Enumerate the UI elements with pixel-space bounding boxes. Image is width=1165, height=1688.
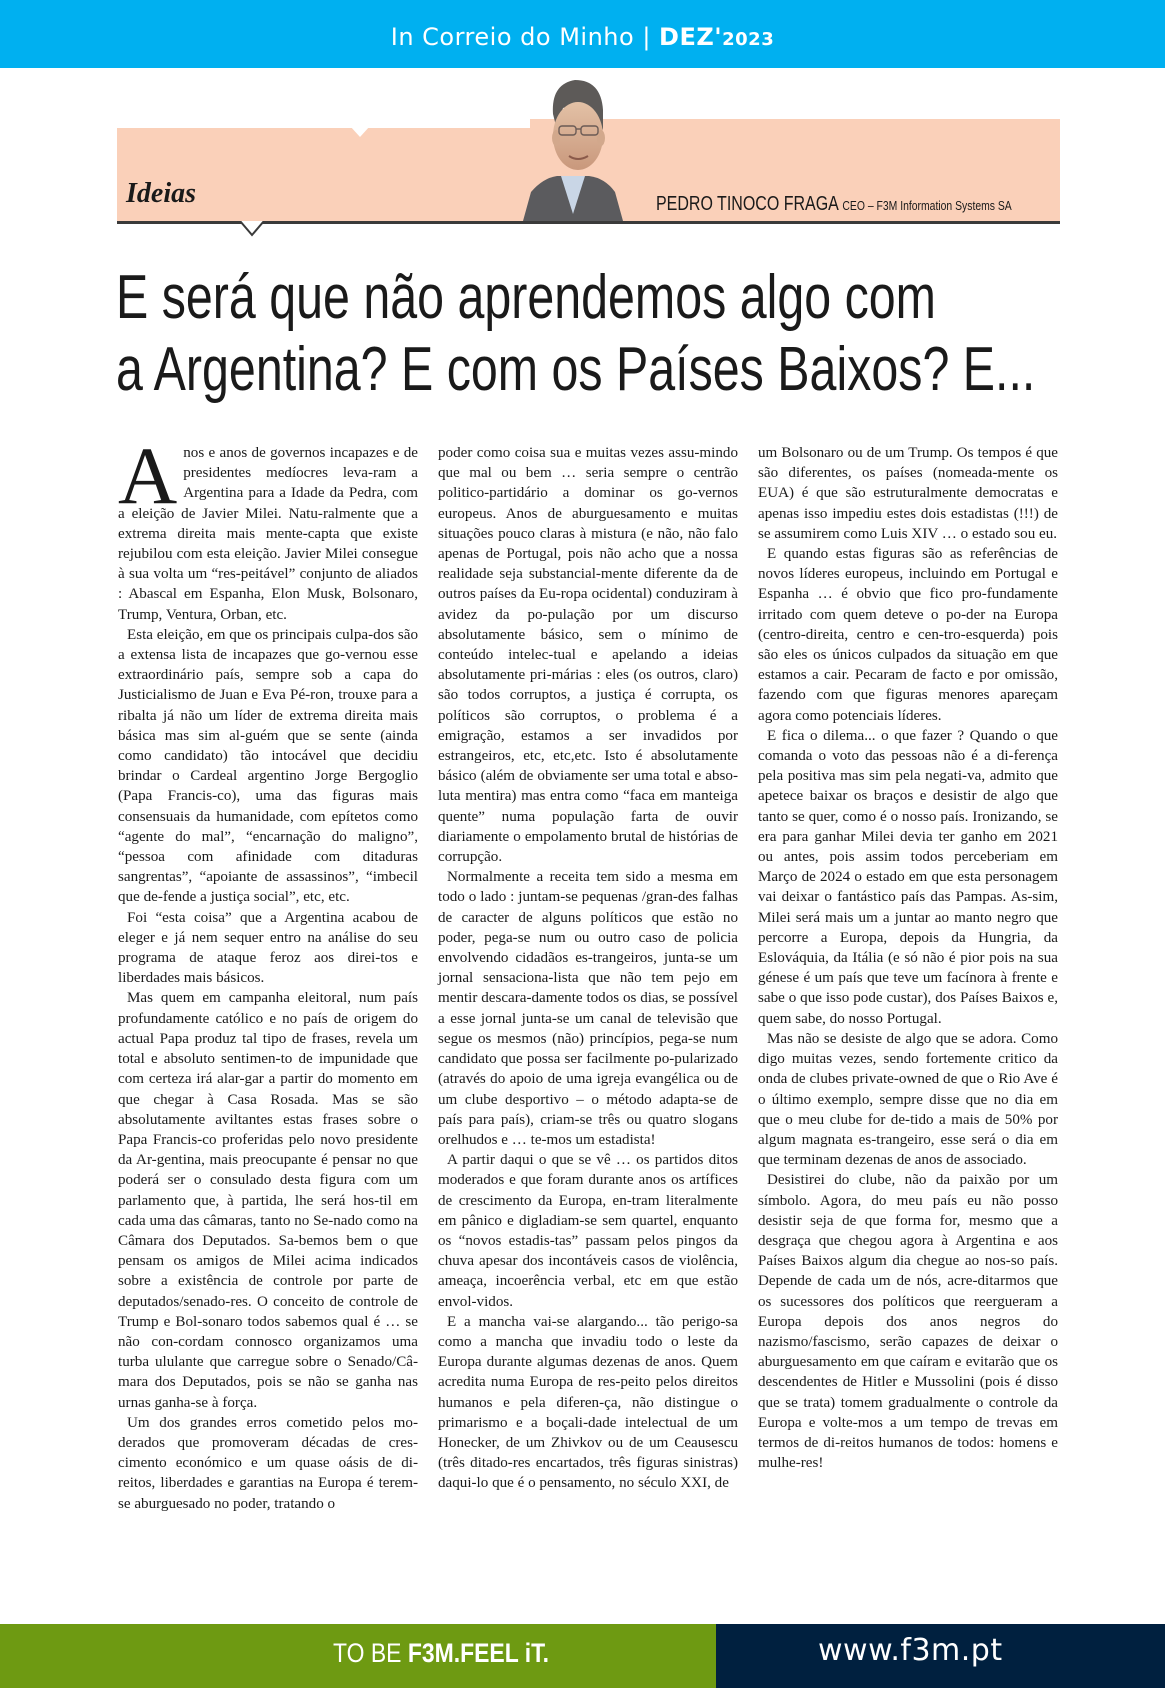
- article-paragraph: [758, 544, 1058, 726]
- headline-line-2: a Argentina? E com os Países Baixos? E...: [116, 335, 1036, 404]
- drop-cap: A: [118, 430, 178, 521]
- byline: [656, 193, 1012, 216]
- article-column-2: [438, 443, 738, 1514]
- footer-tagline: [333, 1638, 549, 1669]
- article-headline: [116, 262, 1036, 406]
- article-paragraph: [118, 625, 418, 908]
- headline-line-1: E será que não aprendemos algo com: [116, 263, 936, 332]
- article-paragraph: [438, 867, 738, 1150]
- article-paragraph: [758, 1170, 1058, 1473]
- paragraph-text: Esta eleição, em que os principais culpa-dos são a extensa lista de incapazes que go-vernou esse extraordinário país, sempre sob a capa do Justicialismo de Juan e Eva Pé-ron, trouxe para a ribalta já não um líder de extrema direita mais básica mas sim al-guém que se sente (ainda como candidato) tão intocável que decidiu brindar o Cardeal argentino Jorge Bergoglio (Papa Francis-co), uma das figuras mais consensuais da humanidade, com epítetos como “agente do mal”, “encarnação do maligno”, “pessoa com afinidade com ditaduras sangrentas”, “apoiante de assassinos”, “imbecil que de-fende a justiça social”, etc, etc.: [118, 626, 418, 906]
- issue-year: 2023: [722, 29, 775, 50]
- article-paragraph: [438, 443, 738, 867]
- footer-website-link[interactable]: www.f3m.pt: [818, 1633, 1003, 1668]
- paragraph-text: E quando estas figuras são as referências de novos líderes europeus, incluindo em Portugal e Espanha … é obvio que fico pro-fundamente irritado com quem deteve o po-der na Europa (centro-direita, centro e cen-tro-esquerda) pois são eles os únicos culpados da situação em que estamos a cair. Pecaram de facto e por omissão, fazendo com que figuras menores apareçam agora como potenciais líderes.: [758, 546, 1058, 724]
- paragraph-text: poder como coisa sua e muitas vezes assu-mindo que mal ou bem … seria sempre o centrão politico-partidário a dominar os go-vernos europeus. Anos de aburguesamento e muitas situações pouco claras à mistura (e não, não falo apenas de Portugal, pois não acho que a nossa realidade seja substancial-mente diferente da de outros países da Eu-ropa ocidental) conduziram à avidez da po-pulação por um discurso absolutamente básico, sem o mínimo de conteúdo intelec-tual e apelando a ideias absolutamente pri-márias : eles (os outros, claro) são todos corruptos, a justiça é corrupta, os políticos são corruptos, o problema é a emigração, estamos a ser invadidos por estrangeiros, etc, etc,etc. Isto é absolutamente básico (além de obviamente ser uma total e abso-luta mentira) mas entra como “faca em manteiga quente” numa população farta de ouvir diariamente o empolamento brutal de histórias de corrupção.: [438, 445, 738, 866]
- paragraph-text: Mas quem em campanha eleitoral, num país profundamente católico e no país de origem do actual Papa produz tal tipo de frases, revela um total e absoluto sentimen-to de impunidade que com certeza irá alar-gar a partir do momento em que chegar à Casa Rosada. Mas se são absolutamente aviltantes estas frases sobre o Papa Francis-co proferidas pelo novo presidente da Ar-gentina, mais preocupante é pensar no que poderá ser o consulado desta figura com um parlamento que, à partida, lhe será hos-til em cada uma das câmaras, tanto no Se-nado como na Câmara dos Deputados. Sa-bemos bem o que pensam os amigos de Milei acima indicados sobre a existência de controle por parte de deputados/senado-res. O conceito de controle de Trump e Bol-sonaro todos sabemos qual é … se não con-cordam connosco organizamos uma turba ululante que carregue sobre o Senado/Câ-mara dos Deputados, pois se não se ganha nas urnas ganha-se à força.: [118, 990, 418, 1411]
- author-photo: [523, 74, 623, 221]
- pointer-arrow-icon: [240, 221, 264, 237]
- article-paragraph: [758, 443, 1058, 544]
- author-name: PEDRO TINOCO FRAGA: [656, 193, 839, 215]
- tagline-light: TO BE: [333, 1638, 408, 1668]
- article-paragraph: [758, 1029, 1058, 1170]
- paragraph-text: E fica o dilema... o que fazer ? Quando o que comanda o voto das pessoas não é a di-ferença pela positiva mas sim pela negati-va, admito que apetece baixar os braços e desistir de algo que tanto se quer, como é o nosso país. Ironizando, se era para ganhar Milei devia ter ganho em 2021 ou antes, pois assim todos perceberiam em Março de 2024 o estado em que esta personagem vai deixar o fantástico país das Pampas. As-sim, Milei será mais um a juntar ao manto negro que percorre a Europa, depois da Hungria, da Eslováquia, da Itália (e só não é pior pois na sua génese é um país que teve um facínora à frente e sabe o que isso pode custar), dos Países Baixos e, quem sabe, do nosso Portugal.: [758, 727, 1058, 1027]
- publication-name: In Correio do Minho: [390, 23, 635, 51]
- paragraph-text: E a mancha vai-se alargando... tão perigo-sa como a mancha que invadiu todo o leste da Europa durante algumas dezenas de anos. Quem acredita numa Europa de res-peito pelos direitos humanos e pela diferen-ça, não distingue o primarismo e a boçali-dade intelectual de um Honecker, de um Zhivkov ou de um Ceausescu (três ditado-res encartados, três figuras sinistras) daqui-lo que é o pensamento, no século XXI, de: [438, 1313, 738, 1492]
- paragraph-text: Um dos grandes erros cometido pelos mo-derados que promoveram décadas de cres-cimento económico e um quase oásis de di-reitos, liberdades e garantias na Europa é terem-se aburguesado no poder, tratando o: [118, 1414, 418, 1512]
- article-paragraph: [118, 1413, 418, 1514]
- separator: |: [642, 23, 651, 51]
- paragraph-text: um Bolsonaro ou de um Trump. Os tempos é que são diferentes, os países (nomeada-mente os EUA) é que são estruturalmente democratas e apenas isso impediu estes dois estadistas (!!!) de se assumirem como Luis XIV … o estado sou eu.: [758, 445, 1058, 542]
- article-paragraph: [118, 430, 418, 625]
- section-label: Ideias: [126, 178, 196, 209]
- paragraph-text: Desistirei do clube, não da paixão por um símbolo. Agora, do meu país eu não posso desistir seja de que forma for, mesmo que a desgraça que chegou agora à Argentina e aos Países Baixos algum dia chegue ao nos-so país. Depende de cada um de nós, acre-ditarmos que os sucessores dos políticos que reergueram a Europa depois dos anos negros do nazismo/fascismo, serão capazes de deixar o aburguesamento em que caíram e evitarão que os descendentes de Hitler e Mussolini (pois é disso que se trata) tomem gradualmente o controle da Europa e volte-mos a um tempo de trevas em termos de di-reitos humanos de todos: homens e mulhe-res!: [758, 1172, 1058, 1472]
- paragraph-text: nos e anos de governos incapazes e de presidentes medíocres leva-ram a Argentina para a Idade da Pedra, com a eleição de Javier Milei. Natu-ralmente que a extrema direita mais mente-capta que existe rejubilou com esta eleição. Javier Milei consegue à sua volta um “res-peitável” conjunto de aliados : Abascal em Espanha, Elon Musk, Bolsonaro, Trump, Ventura, Orban, etc.: [118, 445, 418, 623]
- tagline-brand: F3M.FEEL iT.: [407, 1638, 549, 1668]
- publication-banner: [0, 0, 1165, 68]
- article-paragraph: [118, 908, 418, 989]
- article-paragraph: [118, 988, 418, 1412]
- author-role: CEO – F3M Information Systems SA: [842, 198, 1012, 213]
- article-paragraph: [758, 726, 1058, 1029]
- publication-title: [391, 17, 774, 51]
- article-body: [118, 430, 1058, 1514]
- article-column-1: [118, 430, 418, 1514]
- paragraph-text: Normalmente a receita tem sido a mesma em todo o lado : juntam-se pequenas /gran-des falhas de caracter de alguns políticos que estão no poder, pega-se num ou outro caso de policia envolvendo cidadãos es-trangeiros, junta-se um jornal sensaciona-lista que não tem pejo em mentir descara-damente todos os dias, se possível a esse jornal junta-se um canal de televisão que segue os mesmos (não) princípios, pega-se num candidato que possa ser facilmente po-pularizado (através do apoio de uma igreja evangélica ou de um clube desportivo – o método adapta-se de país para país), criam-se três ou quatro slogans orelhudos e … te-mos um estadista!: [438, 869, 738, 1148]
- paragraph-text: Foi “esta coisa” que a Argentina acabou de eleger e já nem sequer entro na análise do seu programa de ataque feroz aos direi-tos e liberdades mais básicos.: [118, 909, 418, 987]
- paragraph-text: Mas não se desiste de algo que se adora. Como digo muitas vezes, sendo fortemente critico da onda de clubes private-owned de que o Rio Ave é o último exemplo, sempre disse que no dia em que o meu clube for de-tido a mais de 50% por algum magnata es-trangeiro, esse será o dia em que terminam dezenas de anos de associado.: [758, 1030, 1058, 1169]
- article-paragraph: [438, 1150, 738, 1312]
- article-column-3: [758, 443, 1058, 1514]
- issue-month: DEZ': [659, 23, 723, 51]
- article-paragraph: [438, 1312, 738, 1494]
- paragraph-text: A partir daqui o que se vê … os partidos ditos moderados e que foram durante anos os artífices de crescimento da Europa, en-tram literalmente em pânico e digladiam-se sem quartel, enquanto os “novos estadis-tas” passam pelos pingos da chuva apesar dos incontáveis casos de violência, ameaça, incoerência verbal, etc em que estão envol-vidos.: [438, 1152, 738, 1310]
- band-notch: [350, 126, 370, 137]
